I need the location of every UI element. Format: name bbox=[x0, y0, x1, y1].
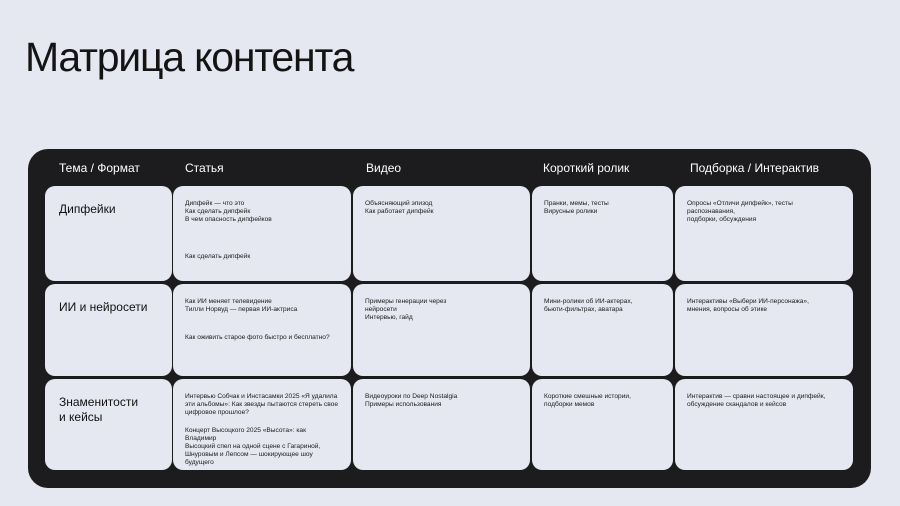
text-line: нейросети bbox=[365, 306, 397, 314]
text-line: Концерт Высоцкого 2025 «Высота»: как Владимир bbox=[185, 426, 308, 442]
text-line: Интервью, гайд bbox=[365, 314, 413, 322]
content-matrix-table bbox=[28, 149, 871, 488]
text-line: Шнуровым и Лепсом — шокирующее шоу будущего bbox=[185, 451, 315, 467]
text-line: Как ИИ меняет телевидение bbox=[185, 298, 272, 305]
row-label-text: Дипфейки bbox=[59, 202, 116, 216]
text-line: Примеры генерации через bbox=[365, 298, 447, 305]
text-line: Как сделать дипфейк bbox=[185, 208, 251, 216]
text-line: цифровое прошлое? bbox=[185, 409, 249, 417]
text-line: Дипфейк — что это bbox=[185, 200, 245, 207]
text-line: Высоцкий спел на одной сцене с Гагариной, bbox=[185, 443, 321, 451]
row-label-text: ИИ и нейросети bbox=[59, 300, 148, 314]
text-line: Интервью Собчак и Инстасамки 2025 «Я удалила bbox=[185, 393, 338, 400]
text-line: В чем опасность дипфейков bbox=[185, 216, 272, 224]
row-label-text: Знаменитости bbox=[59, 395, 139, 409]
text-line: Видеоуроки по Deep Nostalgia bbox=[365, 393, 458, 400]
text-line: подборки мемов bbox=[544, 401, 595, 409]
text-line: Тилли Норвуд — первая ИИ-актриса bbox=[185, 306, 298, 314]
row-label-ai bbox=[45, 284, 172, 376]
row-label-text: и кейсы bbox=[59, 409, 103, 424]
header-article: Статья bbox=[185, 161, 224, 175]
text-line: Опросы «Отличи дипфейк», тесты распознавания, bbox=[687, 200, 795, 216]
row-label-celebrities bbox=[45, 379, 172, 470]
text-line: Как оживить старое фото быстро и бесплатно? bbox=[185, 334, 330, 342]
text-line: обсуждение скандалов и кейсов bbox=[687, 401, 787, 409]
cell-celebrities-video bbox=[353, 379, 530, 470]
cell-celebrities-interactive bbox=[675, 379, 853, 470]
cell-ai-short bbox=[532, 284, 673, 376]
cell-deepfakes-video bbox=[353, 186, 530, 281]
cell-ai-interactive bbox=[675, 284, 853, 376]
text-line: бьюти-фильтрах, аватара bbox=[544, 306, 623, 314]
text-line: Примеры использования bbox=[365, 401, 442, 409]
cell-celebrities-article bbox=[173, 379, 351, 470]
text-line: Пранки, мемы, тесты bbox=[544, 200, 609, 207]
text-line: эти альбомы»: Как звезды пытаются стереть свое bbox=[185, 401, 338, 409]
header-video: Видео bbox=[366, 161, 402, 175]
text-line: Объясняющий эпизод bbox=[365, 200, 433, 207]
text-line: Короткие смешные истории, bbox=[544, 393, 631, 400]
row-label-deepfakes bbox=[45, 186, 172, 281]
cell-ai-article bbox=[173, 284, 351, 376]
page-title: Матрица контента bbox=[25, 34, 354, 80]
cell-celebrities-short bbox=[532, 379, 673, 470]
text-line: Как работает дипфейк bbox=[365, 208, 434, 216]
cell-deepfakes-article bbox=[173, 186, 351, 281]
text-line: Как сделать дипфейк bbox=[185, 252, 251, 260]
header-topic-format: Тема / Формат bbox=[59, 161, 140, 175]
text-line: подборки, обсуждения bbox=[687, 216, 757, 224]
header-short: Короткий ролик bbox=[543, 161, 630, 175]
text-line: мнения, вопросы об этике bbox=[687, 306, 768, 314]
text-line: Мини-ролики об ИИ-актерах, bbox=[544, 298, 633, 305]
cell-deepfakes-interactive bbox=[675, 186, 853, 281]
cell-ai-video bbox=[353, 284, 530, 376]
text-line: Интерактив — сравни настоящее и дипфейк, bbox=[687, 393, 826, 400]
header-interactive: Подборка / Интерактив bbox=[690, 161, 820, 175]
text-line: Вирусные ролики bbox=[544, 208, 598, 216]
text-line: Интерактивы «Выбери ИИ-персонажа», bbox=[687, 298, 809, 305]
cell-deepfakes-short bbox=[532, 186, 673, 281]
